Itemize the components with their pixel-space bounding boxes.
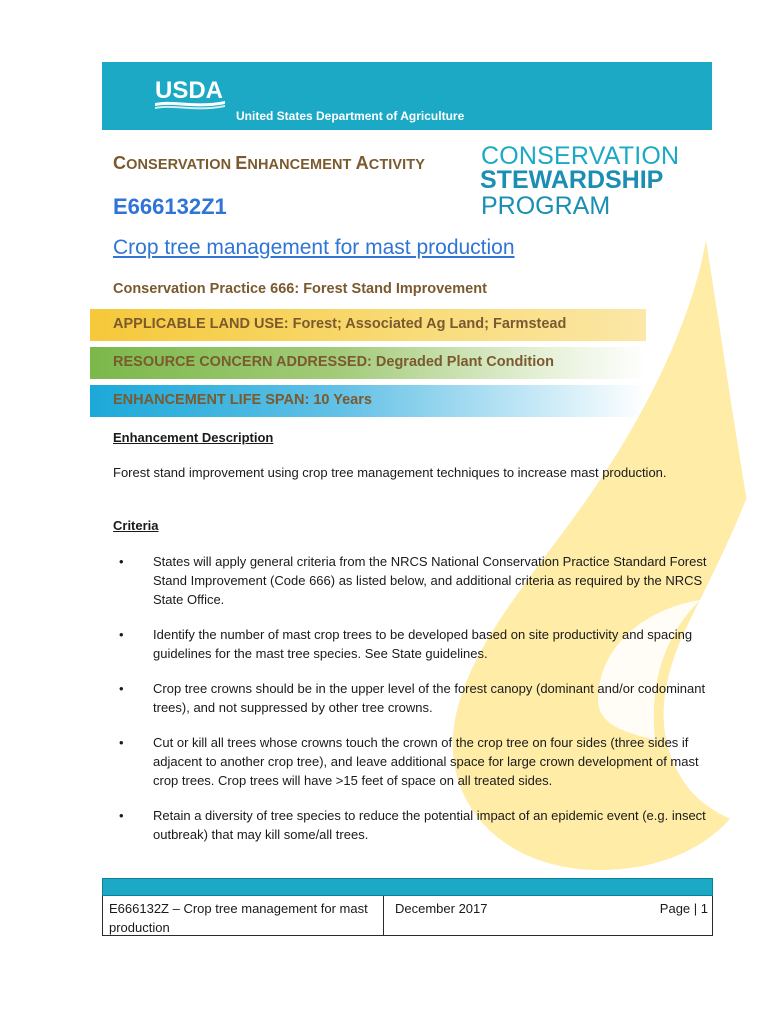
usda-logo-text: USDA xyxy=(155,77,224,104)
criteria-item: • Identify the number of mast crop trees to be developed based on site productivity and spacing guidelines for the mast tree species. See State guidelines. xyxy=(119,627,693,661)
criteria-item: • States will apply general criteria from the NRCS National Conservation Practice Standard Forest Stand Improvement (Code 666) as listed below, and additional criteria as required by the NRCS State Office. xyxy=(119,554,707,607)
life-span-text: ENHANCEMENT LIFE SPAN: 10 Years xyxy=(113,392,372,408)
description-heading: Enhancement Description xyxy=(113,430,274,445)
footer-date: December 2017 xyxy=(395,901,488,916)
bullet-icon: • xyxy=(119,554,124,569)
activity-label: CONSERVATION ENHANCEMENT ACTIVITY xyxy=(113,153,426,173)
criteria-item: • Retain a diversity of tree species to reduce the potential impact of an epidemic event (e.g. insect outbreak) that may kill some/all trees. xyxy=(119,808,706,842)
program-logo-line2: STEWARDSHIP xyxy=(480,166,664,194)
bullet-icon: • xyxy=(119,681,124,696)
criteria-heading: Criteria xyxy=(113,518,159,533)
land-use-band xyxy=(90,309,646,341)
program-logo-line1: CONSERVATION xyxy=(481,142,680,170)
bullet-icon: • xyxy=(119,627,124,642)
resource-concern-band xyxy=(90,347,646,379)
usda-logo-icon xyxy=(155,76,225,110)
footer-doc-name: E666132Z – Crop tree management for mast production xyxy=(103,896,384,935)
footer-page-number: Page | 1 xyxy=(659,901,708,916)
footer-date-cell xyxy=(384,896,714,935)
program-logo-line3: PROGRAM xyxy=(481,192,611,220)
resource-concern-text: RESOURCE CONCERN ADDRESSED: Degraded Plant Condition xyxy=(113,354,554,370)
agency-name: United States Department of Agriculture xyxy=(236,109,465,123)
practice-heading: Conservation Practice 666: Forest Stand Improvement xyxy=(113,281,487,297)
criteria-list xyxy=(113,552,713,860)
life-span-band xyxy=(90,385,646,417)
criteria-item: • Cut or kill all trees whose crowns touch the crown of the crop tree on four sides (three sides if adjacent to another crop tree), and leave additional space for large crown development of mast crop trees. Crop trees will have >15 feet of space on all treated sides. xyxy=(119,735,699,788)
bullet-icon: • xyxy=(119,808,124,823)
footer-color-bar xyxy=(102,878,713,896)
enhancement-code: E666132Z1 xyxy=(113,194,227,219)
footer-table xyxy=(102,896,713,936)
enhancement-title: Crop tree management for mast production xyxy=(113,236,515,259)
bullet-icon: • xyxy=(119,735,124,750)
description-body: Forest stand improvement using crop tree management techniques to increase mast production. xyxy=(113,465,667,480)
criteria-item: • Crop tree crowns should be in the upper level of the forest canopy (dominant and/or codominant trees), and not suppressed by other tree crowns. xyxy=(119,681,706,715)
land-use-text: APPLICABLE LAND USE: Forest; Associated Ag Land; Farmstead xyxy=(113,316,567,332)
